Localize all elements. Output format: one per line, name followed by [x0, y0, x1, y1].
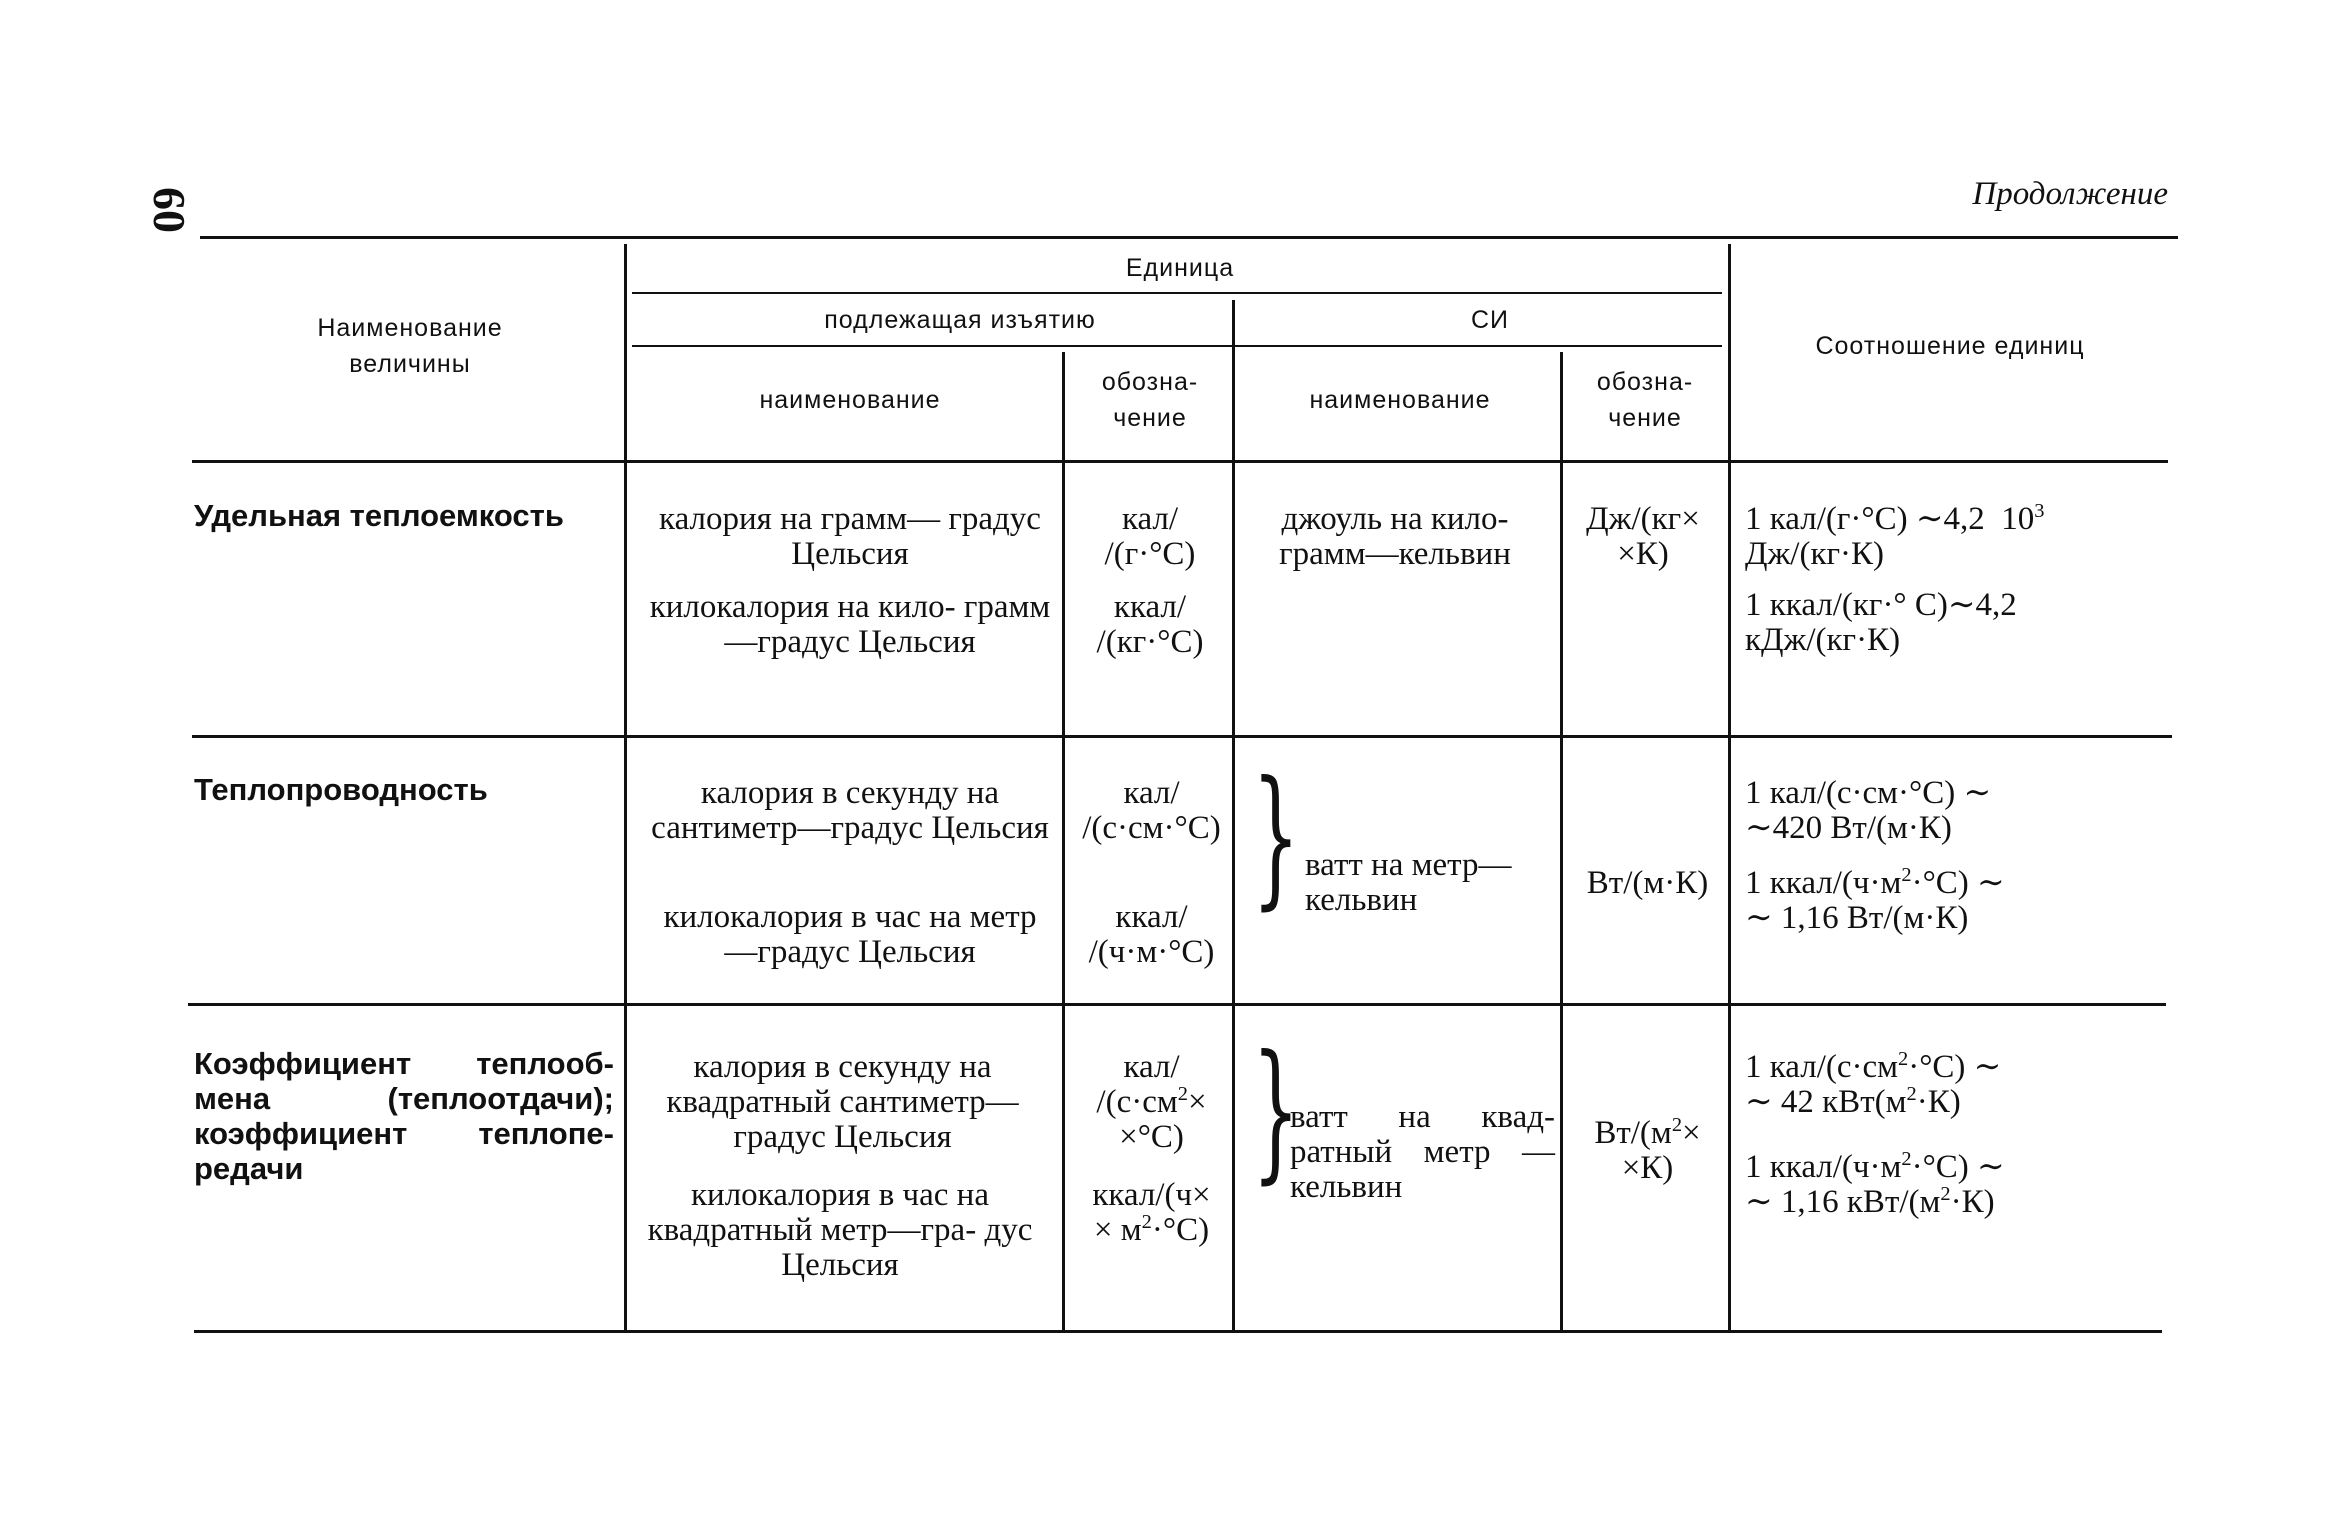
table-top-rule — [200, 236, 2178, 239]
row2-bottom-rule — [188, 1003, 2166, 1006]
table-bottom-rule — [194, 1330, 2162, 1333]
row3-ratio2: 1 ккал/$(ч\cdot м^2\cdot^\circ С)$ ∼ ∼ 1,16 кВт/$(м^2\cdot К)$ — [1745, 1148, 2005, 1220]
row1-quantity: Удельная теплоемкость — [194, 498, 564, 533]
row2-si-symbol: Вт/(м·К) — [1586, 865, 1709, 901]
row2-ratio1: 1 кал/(с·см·°С) ∼ ∼420 Вт/(м·К) — [1745, 775, 1992, 846]
row3-si-name: ватт на квад- ратный метр — кельвин — [1290, 1099, 1555, 1205]
row2-old-unit2-name: килокалория в час на метр—градус Цельсия — [663, 899, 1037, 970]
header-quantity-name: Наименование величины — [317, 314, 503, 378]
col-divider-1 — [624, 244, 627, 1330]
row1-ratio2: 1 ккал/(кг·° С)∼4,2 кДж/(кг·К) — [1745, 587, 2017, 658]
row1-si-name: джоуль на кило- грамм—кельвин — [1279, 501, 1511, 572]
header-si-name: наименование — [1309, 386, 1491, 414]
row2-quantity: Теплопроводность — [194, 772, 488, 807]
row3-brace: } — [1252, 1024, 1300, 1198]
row1-old-unit2-symbol: ккал/ /(кг·°С) — [1096, 589, 1204, 660]
row3-old-unit2-name: килокалория в час на квадратный метр—гра- дус Цельсия — [647, 1177, 1033, 1283]
page-number: 60 — [144, 187, 196, 233]
row1-old-unit2-name: килокалория на кило- грамм—градус Цельсия — [649, 589, 1051, 660]
row3-ratio1: 1 кал/$(с\cdot см^2\cdot^\circ С)$ ∼ ∼ 42 $кВт(м^2\cdot К)$ — [1745, 1048, 2002, 1120]
header-si-designation: обозна- чение — [1596, 368, 1694, 432]
unit-rule — [632, 292, 1722, 294]
row3-old-unit1-name: калория в секунду на квадратный сантиметр— градус Цельсия — [666, 1049, 1019, 1155]
row2-old-unit1-name: калория в секунду на сантиметр—градус Цельсия — [651, 775, 1049, 846]
header-ratio: Соотношение единиц — [1815, 332, 2085, 360]
row2-si-name: ватт на метр— кельвин — [1305, 847, 1512, 918]
row1-old-unit1-symbol: кал/ /(г·°С) — [1104, 501, 1196, 572]
row1-si-symbol: Дж/(кг× ×К) — [1586, 501, 1700, 572]
row2-old-unit2-symbol: ккал/ /(ч·м·°С) — [1088, 899, 1215, 970]
header-designation: обозна- чение — [1101, 368, 1199, 432]
row2-old-unit1-symbol: кал/ /(с·см·°С) — [1082, 775, 1221, 846]
row2-ratio2: 1 ккал/$(ч\cdot м^2\cdot^\circ С)$ ∼ ∼ 1,16 Вт/(м·К) — [1745, 864, 2005, 936]
row3-old-unit1-symbol: кал/ $/(с\cdot см^2\times$ ×°С) — [1096, 1049, 1207, 1155]
col-divider-4 — [1560, 352, 1563, 1330]
row1-ratio1: 1 кал/(г·°С) ∼4,2 $10^3$ Дж/(кг·К) — [1745, 500, 2045, 572]
header-si: СИ — [1470, 306, 1510, 334]
row1-old-unit1-name: калория на грамм— градус Цельсия — [659, 501, 1041, 572]
row1-bottom-rule — [192, 735, 2172, 738]
continuation-label: Продолжение — [1972, 176, 2168, 212]
row3-quantity: Коэффициент теплооб- мена (теплоотдачи); коэффициент теплопе- редачи — [194, 1046, 614, 1186]
header-withdrawn: подлежащая изъятию — [824, 306, 1096, 334]
header-name: наименование — [759, 386, 941, 414]
header-bottom-rule — [192, 460, 2168, 463]
header-unit: Единица — [1125, 254, 1235, 282]
row3-si-symbol: $Вт/(м^2\times$ ×К) — [1594, 1114, 1701, 1186]
row2-brace: } — [1252, 750, 1300, 924]
subheader-rule — [632, 345, 1722, 347]
row3-old-unit2-symbol: ккал/(ч× × $м^2\cdot^\circ С$) — [1092, 1177, 1211, 1248]
